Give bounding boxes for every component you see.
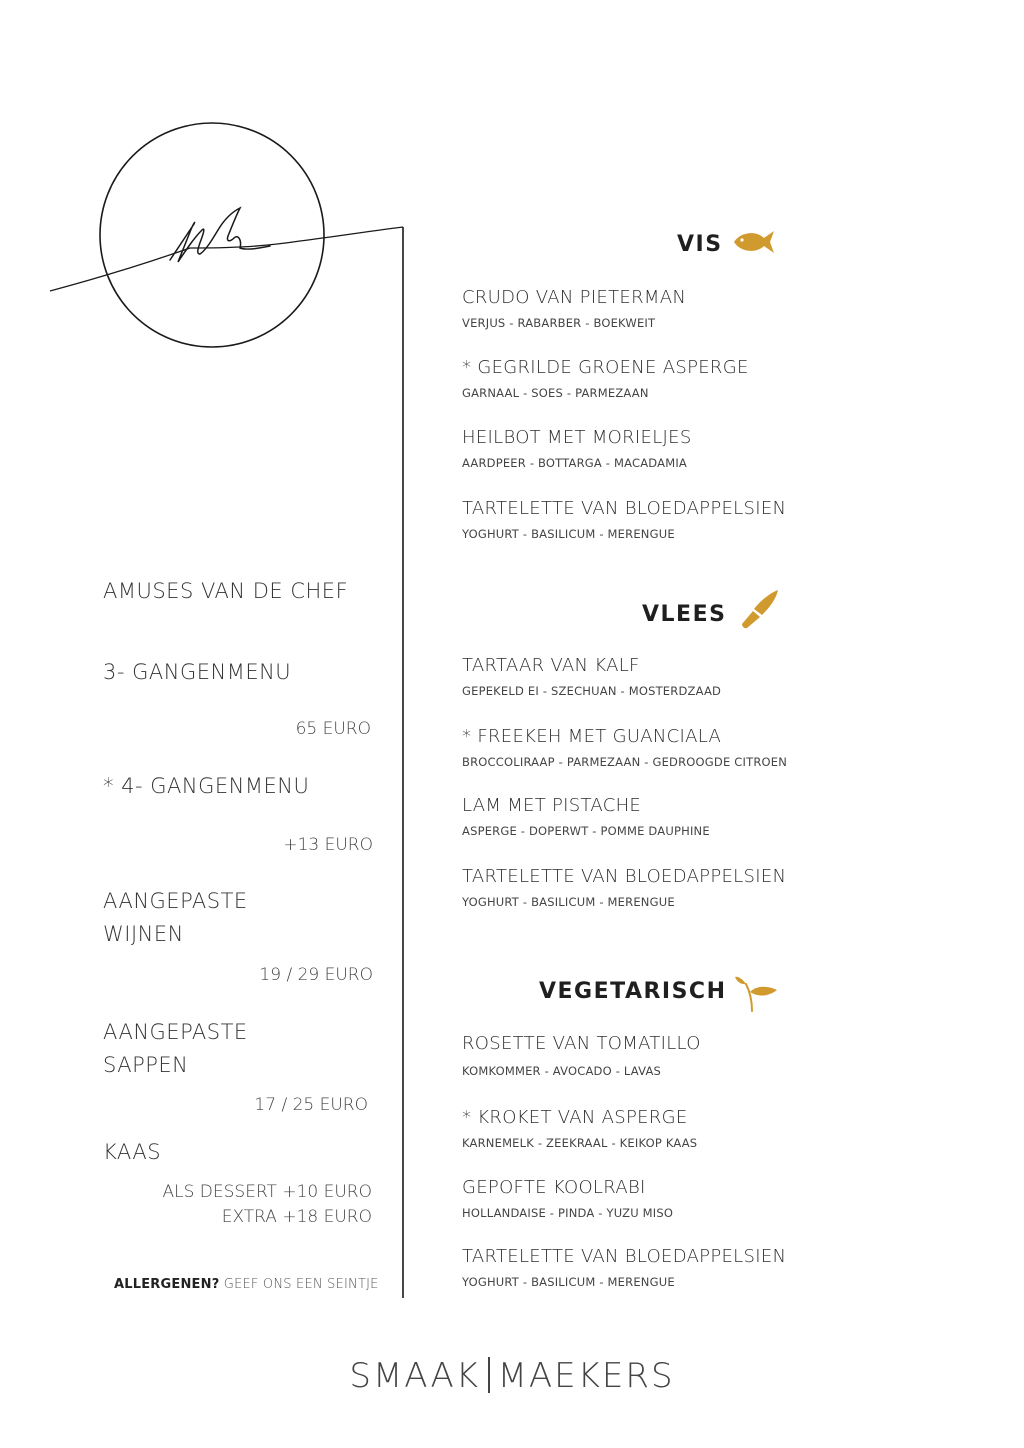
dish-description: VERJUS - RABARBER - BOEKWEIT	[462, 316, 656, 330]
section-heading-vegetarisch: VEGETARISCH	[539, 979, 727, 1004]
section-heading-vis: VIS	[677, 232, 723, 257]
brand-wordmark	[0, 1356, 1024, 1396]
dish-name: TARTAAR VAN KALF	[462, 655, 640, 676]
dish-name: CRUDO VAN PIETERMAN	[462, 287, 687, 308]
wines-price: 19 / 29 EURO	[259, 965, 373, 985]
dish-veg-1	[462, 1033, 701, 1078]
menu3-title: 3- GANGENMENU	[103, 660, 292, 684]
dish-description: KARNEMELK - ZEEKRAAL - KEIKOP KAAS	[462, 1136, 698, 1150]
juices-title-line1: AANGEPASTE	[103, 1020, 248, 1044]
allergen-text: GEEF ONS EEN SEINTJE	[223, 1277, 379, 1292]
cheese-title: KAAS	[103, 1140, 162, 1164]
dish-description: GARNAAL - SOES - PARMEZAAN	[462, 386, 649, 400]
dish-name: TARTELETTE VAN BLOEDAPPELSIEN	[462, 866, 787, 887]
dish-name: * FREEKEH MET GUANCIALA	[462, 726, 722, 747]
brand-right: MAEKERS	[497, 1356, 675, 1396]
dish-veg-2	[462, 1107, 697, 1150]
dish-description: AARDPEER - BOTTARGA - MACADAMIA	[462, 456, 687, 470]
wines-title-line1: AANGEPASTE	[103, 889, 248, 913]
dish-description: GEPEKELD EI - SZECHUAN - MOSTERDZAAD	[462, 684, 722, 698]
dish-name: TARTELETTE VAN BLOEDAPPELSIEN	[462, 498, 787, 519]
dish-name: GEPOFTE KOOLRABI	[462, 1177, 646, 1198]
dish-name: * GEGRILDE GROENE ASPERGE	[462, 357, 749, 378]
dish-name: ROSETTE VAN TOMATILLO	[462, 1033, 701, 1054]
dish-description: KOMKOMMER - AVOCADO - LAVAS	[462, 1064, 662, 1078]
dish-name: TARTELETTE VAN BLOEDAPPELSIEN	[462, 1246, 787, 1267]
menu4-title: * 4- GANGENMENU	[103, 774, 310, 798]
dish-name: HEILBOT MET MORIELJES	[462, 427, 692, 448]
cheese-dessert-price: ALS DESSERT +10 EURO	[162, 1182, 372, 1202]
logo-circle	[100, 123, 324, 347]
wines-title-line2: WIJNEN	[103, 922, 184, 946]
menu3-price: 65 EURO	[295, 719, 371, 739]
amuses-title: AMUSES VAN DE CHEF	[103, 579, 349, 603]
dish-description: ASPERGE - DOPERWT - POMME DAUPHINE	[462, 824, 710, 838]
dish-vlees-4	[462, 866, 786, 909]
fish-icon	[732, 228, 778, 256]
juices-price: 17 / 25 EURO	[254, 1095, 368, 1115]
dish-vlees-1	[462, 655, 721, 698]
allergen-note	[114, 1277, 379, 1292]
allergen-label: ALLERGENEN?	[114, 1277, 220, 1292]
logo-signature	[170, 208, 270, 262]
dish-vis-4	[462, 498, 786, 541]
dish-veg-3	[462, 1177, 673, 1220]
dish-vis-1	[462, 287, 686, 330]
juices-title-line2: SAPPEN	[103, 1053, 189, 1077]
dish-name: * KROKET VAN ASPERGE	[462, 1107, 688, 1128]
dish-description: YOGHURT - BASILICUM - MERENGUE	[462, 1275, 675, 1289]
dish-vlees-2	[462, 726, 787, 769]
menu4-price: +13 EURO	[283, 835, 373, 855]
dish-veg-4	[462, 1246, 786, 1289]
knife-icon	[738, 587, 782, 631]
sprout-icon	[734, 970, 780, 1012]
cheese-extra-price: EXTRA +18 EURO	[221, 1207, 372, 1227]
brand-left: SMAAK	[349, 1356, 481, 1396]
dish-name: LAM MET PISTACHE	[462, 795, 642, 816]
dish-description: HOLLANDAISE - PINDA - YUZU MISO	[462, 1206, 674, 1220]
dish-description: YOGHURT - BASILICUM - MERENGUE	[462, 895, 675, 909]
brand-separator	[488, 1357, 490, 1393]
dish-vlees-3	[462, 795, 710, 838]
section-heading-vlees: VLEES	[642, 602, 727, 627]
dish-description: BROCCOLIRAAP - PARMEZAAN - GEDROOGDE CITROEN	[462, 755, 788, 769]
dish-vis-2	[462, 357, 749, 400]
dish-description: YOGHURT - BASILICUM - MERENGUE	[462, 527, 675, 541]
dish-vis-3	[462, 427, 692, 470]
